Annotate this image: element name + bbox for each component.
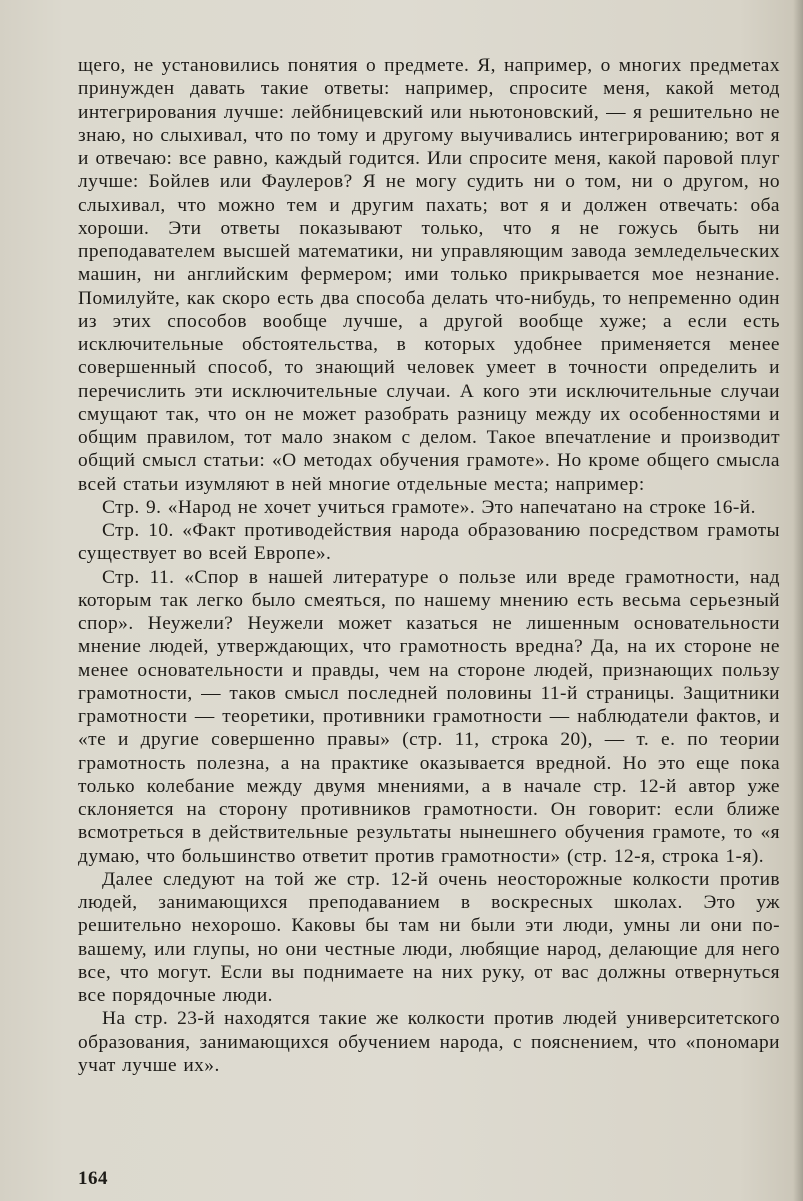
paragraph-page-10: Стр. 10. «Факт противодействия народа образованию посредством грамоты существует во всей Европе». [78,520,780,565]
paragraph-page-23: На стр. 23-й находятся такие же колкости против людей университетского образования, занимающихся обучением народа, с пояснением, что «пономари учат лучше их». [78,1008,780,1076]
paragraph-page-11: Стр. 11. «Спор в нашей литературе о пользе или вреде грамотности, над которым так легко было смеяться, по нашему мнению есть весьма серьезный спор». Неужели? Неужели может казаться не лишенным основательности мнение людей, утверждающих, что грамотность вредна? Да, на их стороне не менее основательности и правды, чем на стороне людей, признающих пользу грамотности, — таков смысл последней половины 11-й страницы. Защитники грамотности — теоретики, противники грамотности — наблюдатели фактов, и «те и другие совершенно правы» (стр. 11, строка 20), — т. е. по теории грамотность полезна, а на практике оказывается вредной. Но это еще пока только колебание между двумя мнениями, а в начале стр. 12-й автор уже склоняется на сторону противников грамотности. Он говорит: если ближе всмотреться в действительные результаты нынешнего обучения грамоте, то «я думаю, что большинство ответит против грамотности» (стр. 12-я, строка 1-я). [78,566,780,867]
body-text [78,54,780,1077]
page-number: 164 [78,1168,108,1189]
paragraph-page-9: Стр. 9. «Народ не хочет учиться грамоте». Это напечатано на строке 16-й. [102,496,756,518]
page-edge-shadow [793,0,803,1201]
paragraph-continued: щего, не установились понятия о предмете. Я, например, о многих предметах принужден давать такие ответы: например, спросите меня, какой метод интегрирования лучше: лейбницевский или ньютоновский, — я решительно не знаю, но слыхивал, что по тому и другому выучивались интегрированию; вот я и отвечаю: все равно, каждый годится. Или спросите меня, какой паровой плуг лучше: Бойлев или Фаулеров? Я не могу судить ни о том, ни о другом, но слыхивал, что можно тем и другим пахать; вот я и должен отвечать: оба хороши. Эти ответы показывают только, что я не гожусь быть ни преподавателем высшей математики, ни управляющим завода земледельческих машин, ни английским фермером; ими только прикрывается мое незнание. Помилуйте, как скоро есть два способа делать что-нибудь, то непременно один из этих способов вообще лучше, а другой вообще хуже; а если есть исключительные обстоятельства, в которых удобнее применяется менее совершенный способ, то знающий человек умеет в точности определить и перечислить эти исключительные случаи. А кого эти исключительные случаи смущают так, что он не может разобрать разницу между их особенностями и общим правилом, тот мало знаком с делом. Такое впечатление и производит общий смысл статьи: «О методах обучения грамоте». Но кроме общего смысла всей статьи изумляют в ней многие отдельные места; например: [78,55,780,495]
paragraph-sunday-schools: Далее следуют на той же стр. 12-й очень неосторожные колкости против людей, занимающихся преподаванием в воскресных школах. Это уж решительно нехорошо. Каковы бы там ни были эти люди, умны ли они по-вашему, или глупы, но они честные люди, любящие народ, делающие для него все, что могут. Если вы поднимаете на них руку, от вас должны отвернуться все порядочные люди. [78,868,780,1006]
